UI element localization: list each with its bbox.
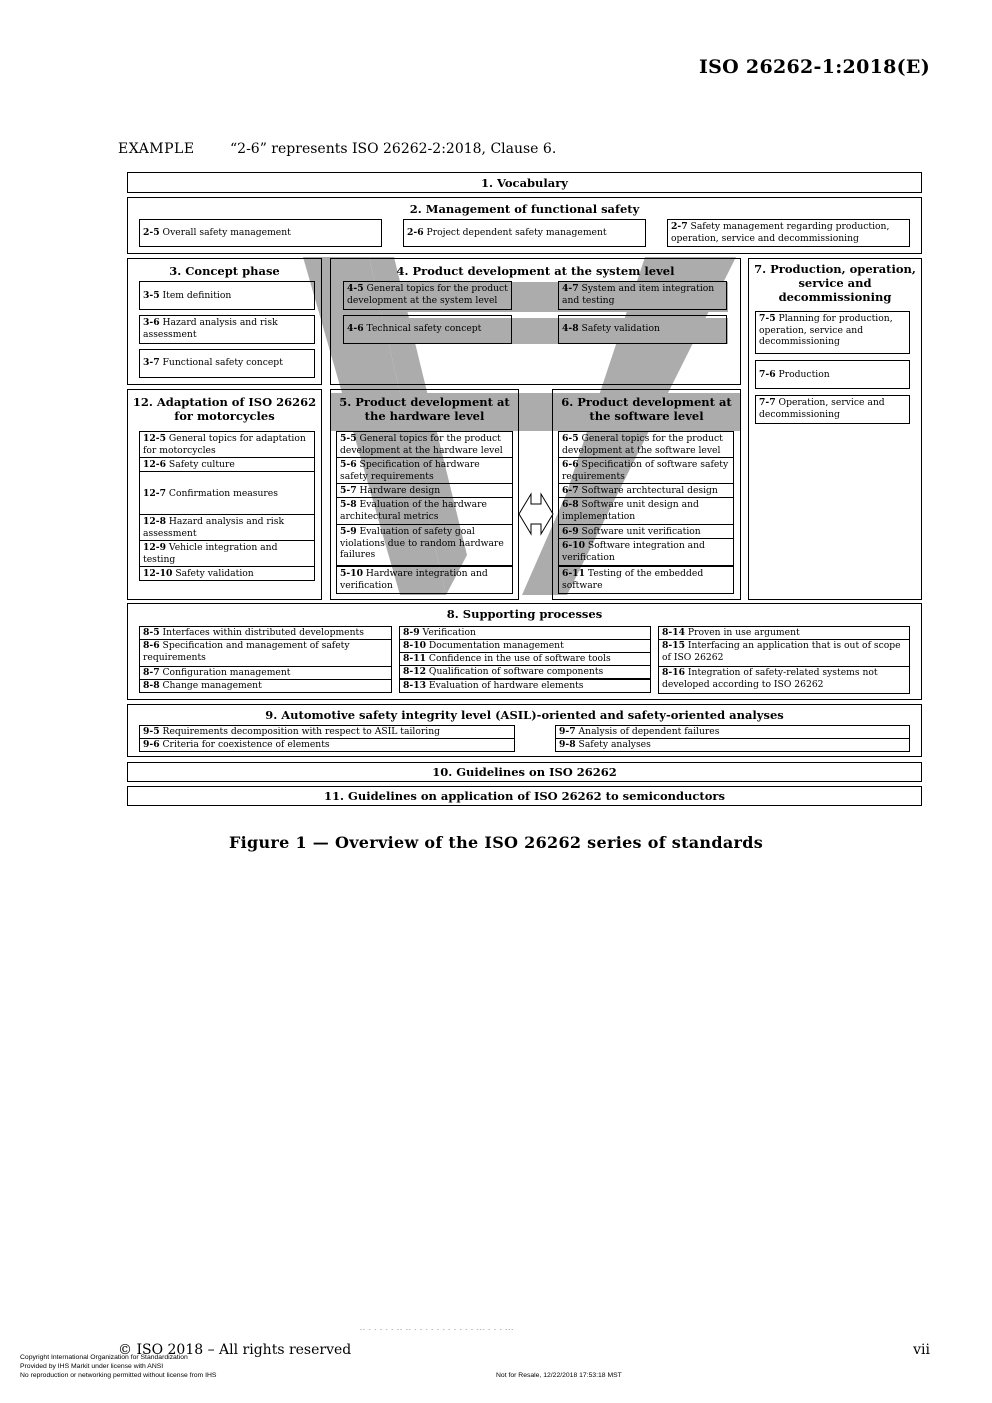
clause-2-5: 2-5 Overall safety management	[139, 219, 382, 247]
clause-2-6: 2-6 Project dependent safety management	[403, 219, 646, 247]
clause-6-8: 6-8 Software unit design and implementation	[558, 497, 734, 525]
clause-8-16: 8-16 Integration of safety-related systems not developed according to ISO 26262	[658, 666, 910, 694]
clause-8-15: 8-15 Interfacing an application that is out of scope of ISO 26262	[658, 639, 910, 667]
clause-2-7: 2-7 Safety management regarding production, operation, service and decommissioning	[667, 219, 910, 247]
clause-4-7: 4-7 System and item integration and testing	[558, 281, 727, 310]
clause-12-9: 12-9 Vehicle integration and testing	[139, 540, 315, 567]
example-label: EXAMPLE	[118, 141, 195, 157]
clause-12-7: 12-7 Confirmation measures	[139, 471, 315, 515]
clause-9-5: 9-5 Requirements decomposition with respect to ASIL tailoring	[139, 725, 515, 739]
clause-8-10: 8-10 Documentation management	[399, 639, 651, 653]
clause-8-11: 8-11 Confidence in the use of software tools	[399, 652, 651, 666]
clause-8-6: 8-6 Specification and management of safety requirements	[139, 639, 392, 667]
part1-vocabulary-box	[127, 172, 922, 193]
clause-5-7: 5-7 Hardware design	[336, 483, 513, 498]
clause-6-10: 6-10 Software integration and verification	[558, 538, 734, 566]
license-line-2: Provided by IHS Markit under license with ANSI	[20, 1363, 164, 1370]
part6-title: 6. Product development at the software level	[561, 395, 732, 423]
footer-copyright: © ISO 2018 – All rights reserved	[118, 1342, 352, 1358]
part7-production-box	[748, 258, 922, 600]
clause-9-7: 9-7 Analysis of dependent failures	[555, 725, 910, 739]
part10-guidelines-box	[127, 762, 922, 782]
clause-6-11: 6-11 Testing of the embedded software	[558, 566, 734, 594]
clause-8-13: 8-13 Evaluation of hardware elements	[399, 679, 651, 693]
clause-8-7: 8-7 Configuration management	[139, 666, 392, 680]
license-line-3: No reproduction or networking permitted without license from IHS	[20, 1372, 217, 1379]
part7-title: 7. Production, operation, service and decommissioning	[754, 262, 916, 304]
clause-6-9: 6-9 Software unit verification	[558, 524, 734, 539]
clause-8-8: 8-8 Change management	[139, 679, 392, 693]
clause-5-10: 5-10 Hardware integration and verification	[336, 566, 513, 594]
part8-title: 8. Supporting processes	[446, 607, 603, 621]
clause-5-9: 5-9 Evaluation of safety goal violations due to random hardware failures	[336, 524, 513, 566]
clause-9-6: 9-6 Criteria for coexistence of elements	[139, 738, 515, 752]
clause-7-5: 7-5 Planning for production, operation, service and decommissioning	[755, 311, 910, 354]
double-arrow-icon	[517, 490, 555, 538]
clause-12-6: 12-6 Safety culture	[139, 457, 315, 472]
part2-title: 2. Management of functional safety	[409, 202, 640, 216]
license-line-1: Copyright International Organization for Standardization	[20, 1354, 188, 1361]
clause-12-8: 12-8 Hazard analysis and risk assessment	[139, 514, 315, 541]
clause-8-9: 8-9 Verification	[399, 626, 651, 640]
page-number: vii	[913, 1342, 930, 1358]
figure-caption: Figure 1 — Overview of the ISO 26262 series of standards	[228, 833, 764, 852]
clause-7-7: 7-7 Operation, service and decommissioning	[755, 395, 910, 424]
part10-title: 10. Guidelines on ISO 26262	[432, 765, 617, 779]
part5-title: 5. Product development at the hardware level	[339, 395, 510, 423]
clause-4-6: 4-6 Technical safety concept	[343, 315, 512, 344]
clause-9-8: 9-8 Safety analyses	[555, 738, 910, 752]
clause-8-5: 8-5 Interfaces within distributed developments	[139, 626, 392, 640]
clause-7-6: 7-6 Production	[755, 360, 910, 389]
part11-semiconductors-box	[127, 786, 922, 806]
example-text: “2-6” represents ISO 26262-2:2018, Clause 6.	[230, 141, 557, 157]
document-header-id: ISO 26262-1:2018(E)	[698, 56, 930, 78]
clause-5-8: 5-8 Evaluation of the hardware architectural metrics	[336, 497, 513, 525]
clause-6-6: 6-6 Specification of software safety requirements	[558, 457, 734, 484]
clause-3-5: 3-5 Item definition	[139, 281, 315, 310]
part11-title: 11. Guidelines on application of ISO 26262 to semiconductors	[324, 789, 725, 803]
footer-dotted-line: -- - - - - - -- -- - - - - - - - - - - - --- - - - ---	[360, 1327, 515, 1333]
clause-6-5: 6-5 General topics for the product development at the software level	[558, 431, 734, 458]
clause-3-7: 3-7 Functional safety concept	[139, 349, 315, 378]
clause-12-10: 12-10 Safety validation	[139, 566, 315, 581]
part1-title: 1. Vocabulary	[481, 176, 568, 190]
clause-5-5: 5-5 General topics for the product development at the hardware level	[336, 431, 513, 458]
clause-4-8: 4-8 Safety validation	[558, 315, 727, 344]
clause-4-5: 4-5 General topics for the product development at the system level	[343, 281, 512, 310]
part3-title: 3. Concept phase	[169, 264, 280, 278]
clause-12-5: 12-5 General topics for adaptation for motorcycles	[139, 431, 315, 458]
clause-6-7: 6-7 Software archtectural design	[558, 483, 734, 498]
part4-title: 4. Product development at the system level	[396, 264, 675, 278]
clause-3-6: 3-6 Hazard analysis and risk assessment	[139, 315, 315, 344]
clause-5-6: 5-6 Specification of hardware safety requirements	[336, 457, 513, 484]
clause-8-14: 8-14 Proven in use argument	[658, 626, 910, 640]
part9-title: 9. Automotive safety integrity level (ASIL)-oriented and safety-oriented analyses	[265, 708, 784, 722]
clause-8-12: 8-12 Qualification of software components	[399, 665, 651, 679]
part12-title: 12. Adaptation of ISO 26262 for motorcycles	[132, 395, 317, 423]
not-for-resale-stamp: Not for Resale, 12/22/2018 17:53:18 MST	[496, 1372, 622, 1379]
